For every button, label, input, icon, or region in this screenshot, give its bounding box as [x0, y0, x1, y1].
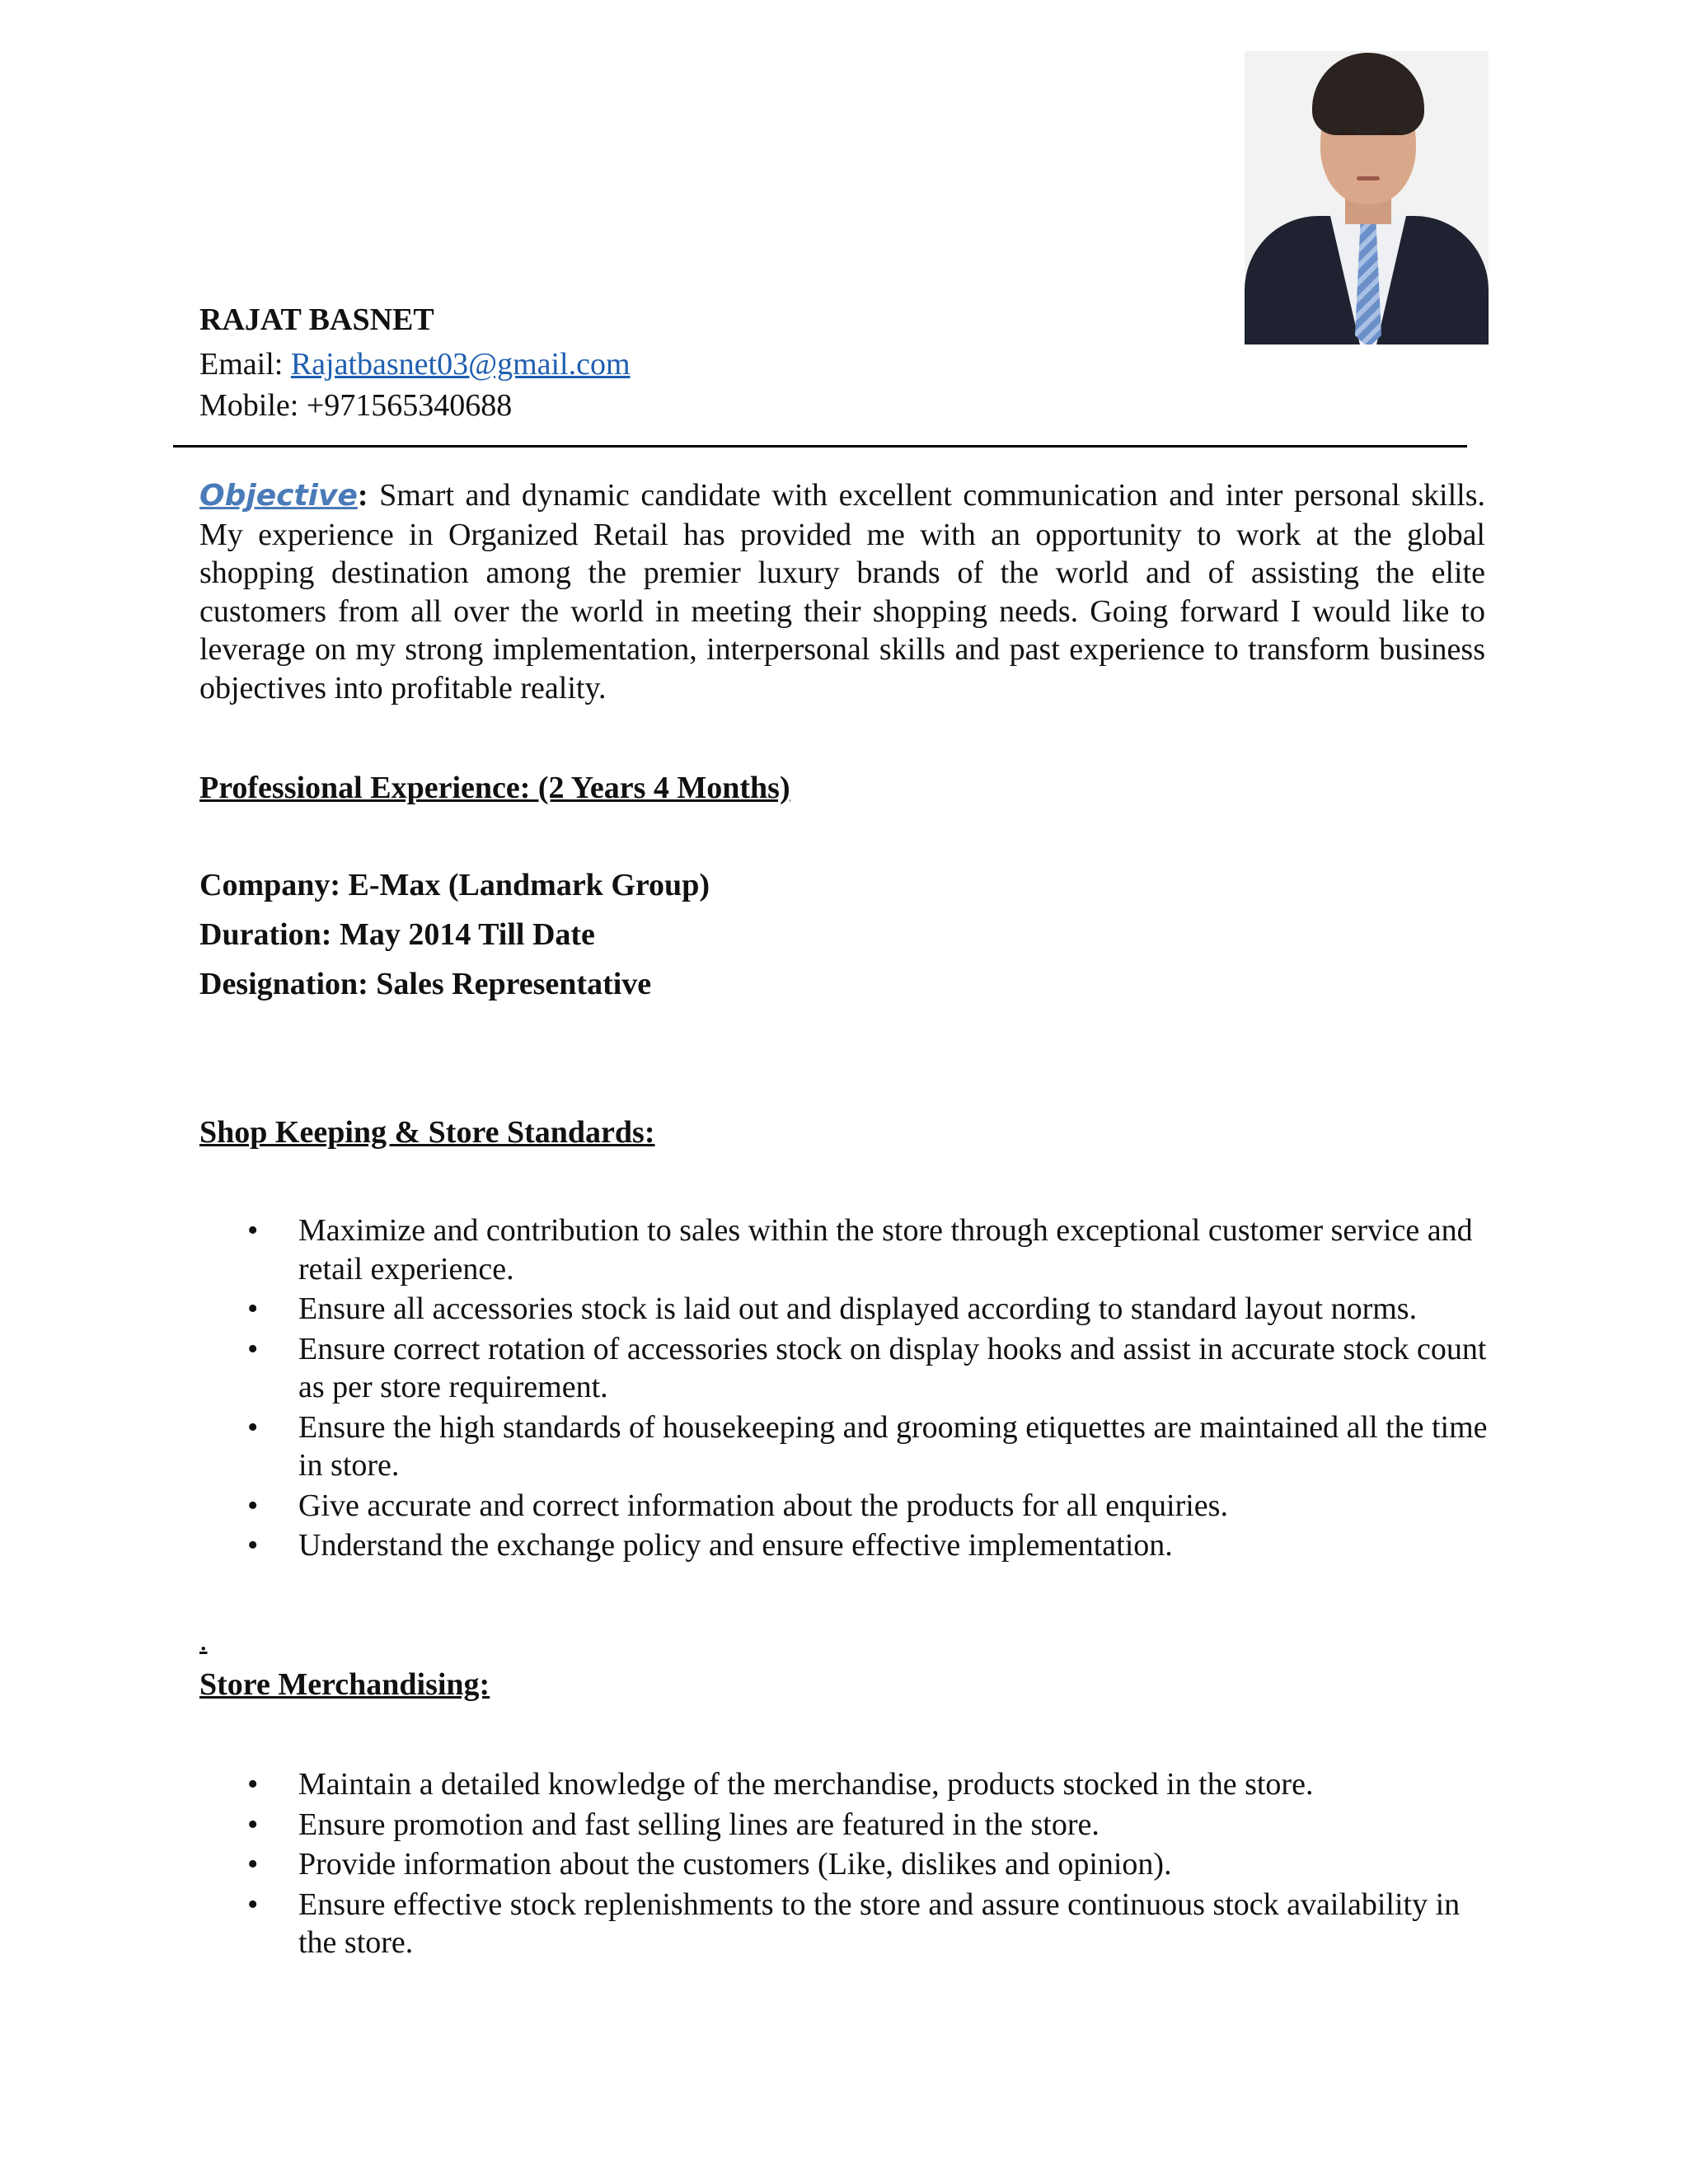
objective-paragraph [199, 476, 1485, 707]
email-label: Email: [199, 347, 284, 382]
duration-value: May 2014 Till Date [339, 917, 595, 952]
mobile-number: +971565340688 [306, 388, 513, 423]
designation-line [199, 966, 651, 1002]
merchandising-list [199, 1765, 1493, 1964]
candidate-name: RAJAT BASNET [199, 302, 434, 337]
objective-text: Smart and dynamic candidate with excellent communication and inter personal skills. My experience in Organized Retail has provided me with an opportunity to work at the global shopping destination among the premier luxury brands of the world and of assisting the elite customers from all over the world in meeting their shopping needs. Going forward I would like to leverage on my strong implementation, interpersonal skills and past experience to transform business objectives into profitable reality. [199, 478, 1485, 705]
shop-keeping-list [199, 1212, 1493, 1567]
profile-photo [1245, 51, 1489, 344]
mobile-line [199, 387, 512, 424]
objective-colon: : [357, 478, 368, 513]
header-divider [173, 445, 1467, 448]
list-item: • Ensure effective stock replenishments to the store and assure continuous stock availability in the store. [199, 1886, 1493, 1962]
shop-keeping-heading: Shop Keeping & Store Standards: [199, 1115, 655, 1150]
company-line [199, 867, 710, 903]
designation-value: Sales Representative [376, 967, 652, 1001]
list-item: • Ensure correct rotation of accessories stock on display hooks and assist in accurate stock count as per store requirement. [199, 1330, 1493, 1407]
duration-line [199, 916, 595, 953]
experience-heading: Professional Experience: (2 Years 4 Months) [199, 771, 790, 805]
list-item: • Ensure promotion and fast selling lines are featured in the store. [199, 1806, 1493, 1844]
email-line [199, 346, 631, 382]
duration-label: Duration: [199, 917, 332, 952]
merchandising-heading: Store Merchandising: [199, 1667, 490, 1702]
list-item: • Understand the exchange policy and ensure effective implementation. [199, 1526, 1493, 1565]
company-value: E-Max (Landmark Group) [348, 868, 710, 902]
list-item: • Maintain a detailed knowledge of the merchandise, products stocked in the store. [199, 1765, 1493, 1804]
list-item: • Give accurate and correct information about the products for all enquiries. [199, 1487, 1493, 1526]
separator-dot: . [199, 1623, 208, 1657]
list-item: • Maximize and contribution to sales within the store through exceptional customer service and retail experience. [199, 1212, 1493, 1288]
list-item: • Ensure the high standards of housekeeping and grooming etiquettes are maintained all the time in store. [199, 1408, 1493, 1485]
list-item: • Ensure all accessories stock is laid out and displayed according to standard layout norms. [199, 1290, 1493, 1329]
email-link[interactable]: Rajatbasnet03@gmail.com [290, 347, 631, 382]
mobile-label: Mobile: [199, 388, 299, 423]
list-item: • Provide information about the customers (Like, dislikes and opinion). [199, 1845, 1493, 1884]
company-label: Company: [199, 868, 341, 902]
objective-label: Objective [199, 479, 358, 513]
designation-label: Designation: [199, 967, 368, 1001]
